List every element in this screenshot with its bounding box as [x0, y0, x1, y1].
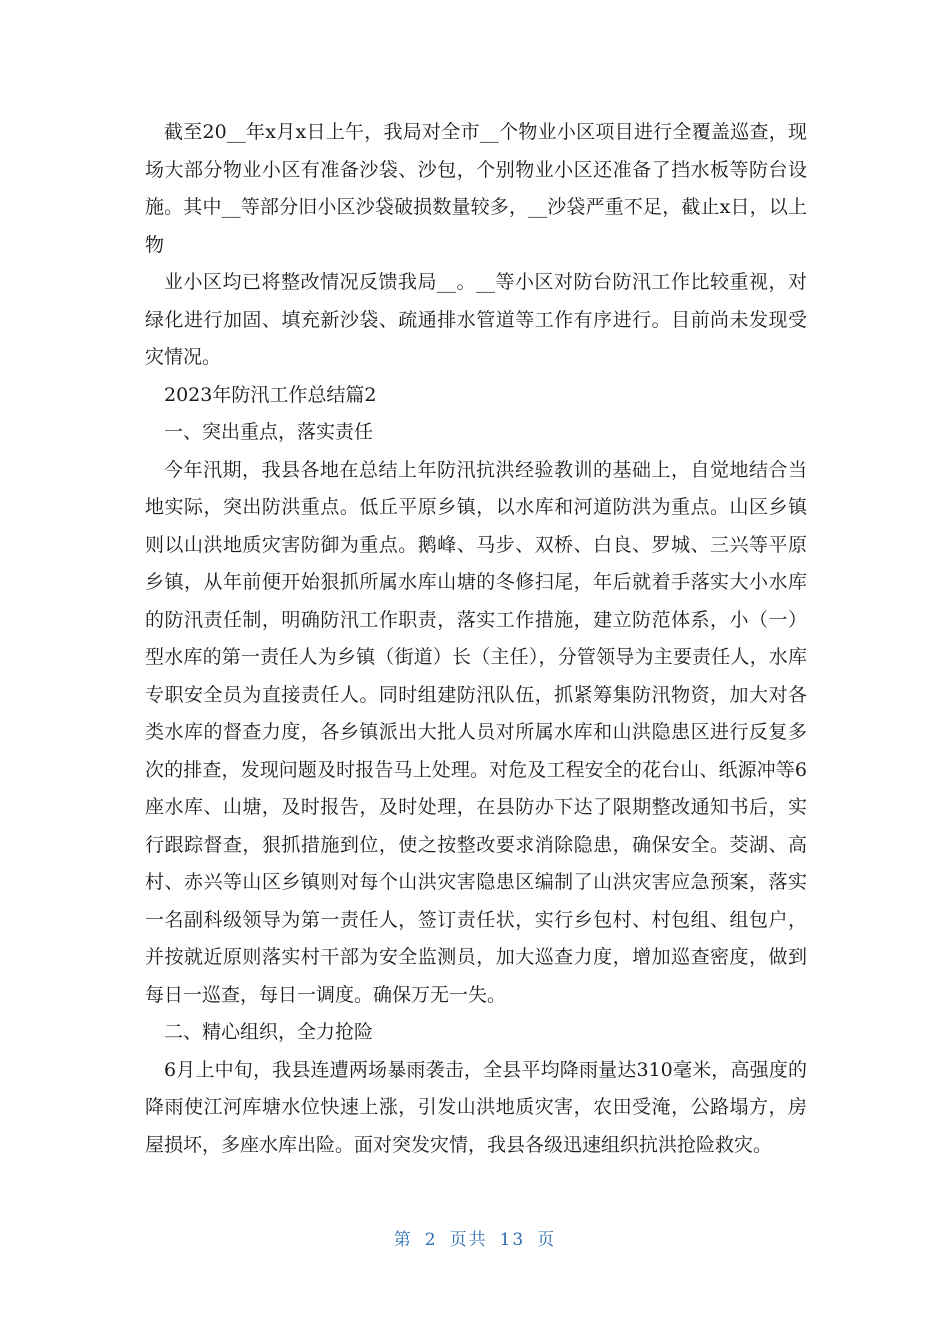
paragraph-flood-season: 今年汛期，我县各地在总结上年防汛抗洪经验教训的基础上，自觉地结合当地实际，突出防洪重点。低丘平原乡镇，以水库和河道防洪为重点。山区乡镇则以山洪地质灾害防御为重点。鹅峰、马步、双桥、白良、罗城、三兴等平原乡镇，从年前便开始狠抓所属水库山塘的冬修扫尾，年后就着手落实大小水库的防汛责任制，明确防汛工作职责，落实工作措施，建立防范体系，小（一）型水库的第一责任人为乡镇（街道）长（主任），分管领导为主要责任人，水库专职安全员为直接责任人。同时组建防汛队伍，抓紧筹集防汛物资，加大对各类水库的督查力度，各乡镇派出大批人员对所属水库和山洪隐患区进行反复多次的排查，发现问题及时报告马上处理。对危及工程安全的花台山、纸源冲等6座水库、山塘，及时报告，及时处理，在县防办下达了限期整改通知书后，实行跟踪督查，狠抓措施到位，使之按整改要求消除隐患，确保安全。茭湖、高村、赤兴等山区乡镇则对每个山洪灾害隐患区编制了山洪灾害应急预案，落实一名副科级领导为第一责任人，签订责任状，实行乡包村、村包组、组包户，并按就近原则落实村干部为安全监测员，加大巡查力度，增加巡查密度，做到每日一巡查，每日一调度。确保万无一失。 — [145, 458, 807, 1006]
footer-prefix: 第 — [393, 1230, 413, 1250]
page-footer — [0, 1225, 950, 1250]
paragraph-rainstorm: 6月上中旬，我县连遭两场暴雨袭击，全县平均降雨量达310毫米，高强度的降雨使江河库塘水位快速上涨，引发山洪地质灾害，农田受淹，公路塌方，房屋损坏，多座水库出险。面对突发灾情，我县各级迅速组织抗洪抢险救灾。 — [145, 1058, 807, 1156]
footer-middle: 页共 — [449, 1230, 488, 1250]
footer-total-pages: 13 — [499, 1230, 526, 1250]
paragraph-rectification: 业小区均已将整改情况反馈我局__。__等小区对防台防汛工作比较重视，对绿化进行加固、填充新沙袋、疏通排水管道等工作有序进行。目前尚未发现受灾情况。 — [145, 271, 807, 368]
paragraph-inspection: 截至20__年x月x日上午，我局对全市__个物业小区项目进行全覆盖巡查，现场大部分物业小区有准备沙袋、沙包，个别物业小区还准备了挡水板等防台设施。其中__等部分旧小区沙袋破损数量较多，__沙袋严重不足，截止x日，以上物 — [145, 121, 807, 256]
section-title: 2023年防汛工作总结篇2 — [164, 383, 377, 406]
footer-current-page: 2 — [424, 1230, 438, 1250]
heading-organize-rescue: 二、精心组织，全力抢险 — [164, 1021, 374, 1043]
footer-suffix: 页 — [537, 1230, 557, 1250]
document-body — [0, 114, 950, 1164]
heading-focus-responsibility: 一、突出重点，落实责任 — [164, 421, 374, 443]
